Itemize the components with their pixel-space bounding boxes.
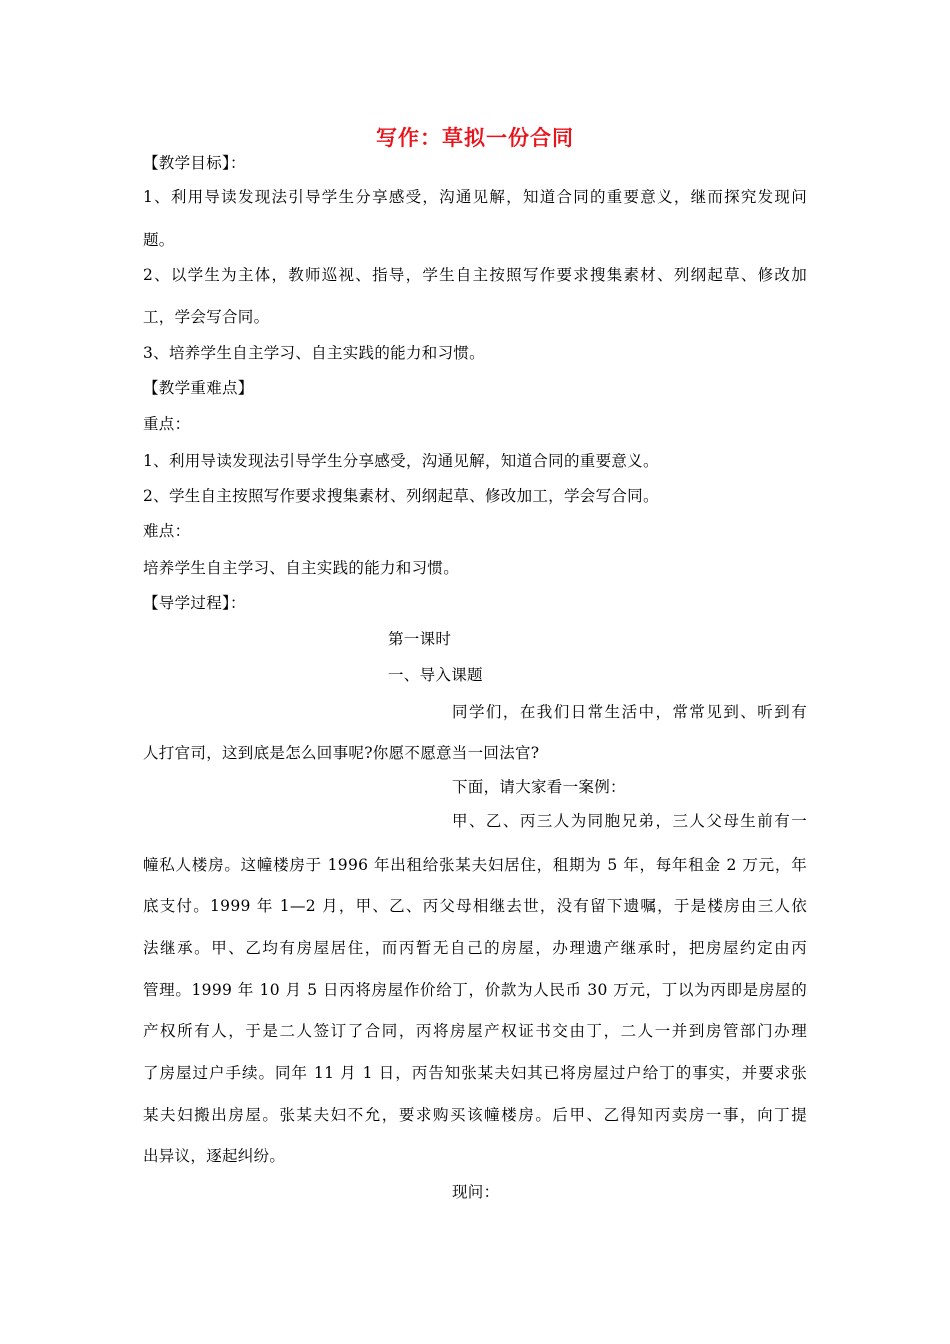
case-line-4: 法继承。甲、乙均有房屋居住，而丙暂无自己的房屋，办理遗产继承时，把房屋约定由丙 [143,939,807,957]
objective-2-line-1: 2、以学生为主体，教师巡视、指导，学生自主按照写作要求搜集素材、列纲起草、修改加 [143,266,807,284]
key-label: 重点： [143,415,191,433]
objective-1-line-1: 1、利用导读发现法引导学生分享感受，沟通见解，知道合同的重要意义，继而探究发现问 [143,188,807,206]
objective-3: 3、培养学生自主学习、自主实践的能力和习惯。 [143,344,485,362]
difficult-label: 难点： [143,522,191,540]
objective-1-line-2: 题。 [143,231,175,249]
case-intro: 下面，请大家看一案例： [452,778,626,796]
case-line-3: 底支付。1999 年 1—2 月，甲、乙、丙父母相继去世，没有留下遗嘱，于是楼房由三人依 [143,897,807,915]
case-line-8: 某夫妇搬出房屋。张某夫妇不允，要求购买该幢楼房。后甲、乙得知丙卖房一事，向丁提 [143,1106,807,1124]
intro-line-1: 同学们，在我们日常生活中，常常见到、听到有 [452,703,807,721]
objective-2-line-2: 工，学会写合同。 [143,308,270,326]
case-line-2: 幢私人楼房。这幢楼房于 1996 年出租给张某夫妇居住，租期为 5 年，每年租金 2 万元，年 [143,856,807,874]
key-point-2: 2、学生自主按照写作要求搜集素材、列纲起草、修改加工，学会写合同。 [143,487,659,505]
case-line-5: 管理。1999 年 10 月 5 日丙将房屋作价给丁，价款为人民币 30 万元，丁以为丙即是房屋的 [143,981,807,999]
key-point-1: 1、利用导读发现法引导学生分享感受，沟通见解，知道合同的重要意义。 [143,452,659,470]
document-title: 写作：草拟一份合同 [376,126,574,150]
keypoints-heading: 【教学重难点】 [143,379,254,397]
objectives-heading: 【教学目标】： [143,154,246,172]
case-line-6: 产权所有人，于是二人签订了合同，丙将房屋产权证书交由丁，二人一并到房管部门办理 [143,1022,807,1040]
section-1-heading: 一、导入课题 [388,666,483,684]
difficult-point-1: 培养学生自主学习、自主实践的能力和习惯。 [143,559,460,577]
intro-line-2: 人打官司，这到底是怎么回事呢?你愿不愿意当一回法官? [143,744,540,762]
case-line-1: 甲、乙、丙三人为同胞兄弟，三人父母生前有一 [452,812,807,830]
case-line-7: 了房屋过户手续。同年 11 月 1 日，丙告知张某夫妇其已将房屋过户给丁的事实，并要求张 [143,1064,807,1082]
case-line-9: 出异议，逐起纠纷。 [143,1147,286,1165]
process-heading: 【导学过程】： [143,594,246,612]
lesson-label: 第一课时 [388,630,452,648]
question-label: 现问： [452,1183,500,1201]
